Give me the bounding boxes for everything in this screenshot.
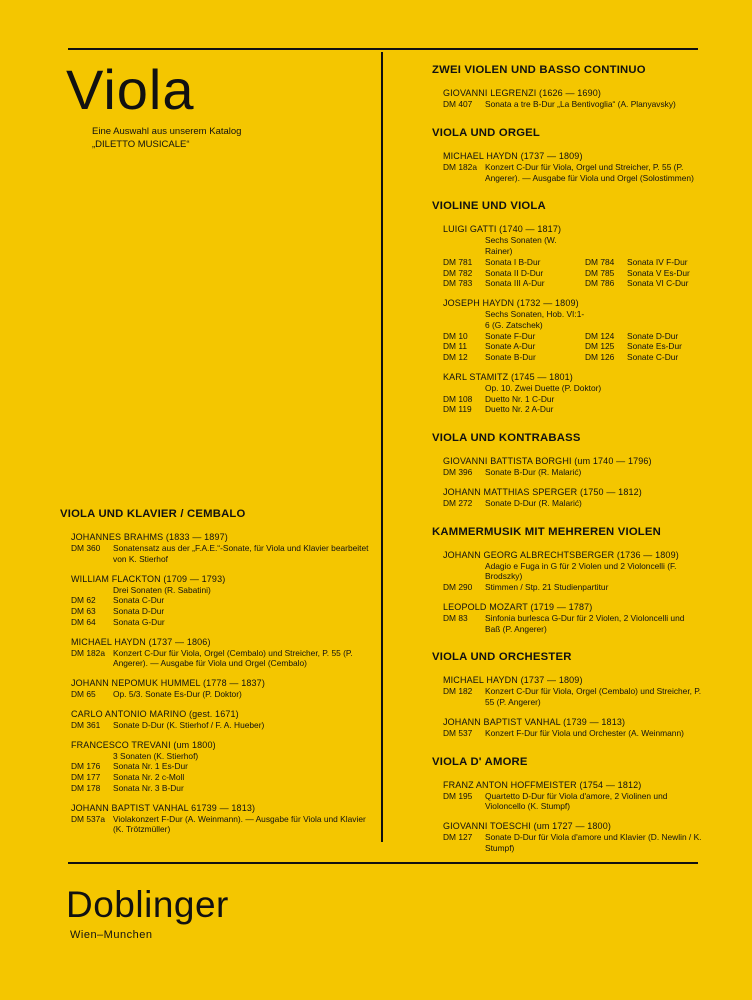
work-code-secondary: DM 125 xyxy=(585,341,615,352)
composer-name: JOHANN BAPTIST VANHAL (1739 — 1813) xyxy=(443,716,626,727)
work-entry xyxy=(432,404,702,415)
work-code: DM 783 xyxy=(443,278,473,289)
section-heading: VIOLA D' AMORE xyxy=(432,755,528,768)
section-heading: VIOLA UND ORCHESTER xyxy=(432,651,572,664)
work-title-secondary: Sonate Es-Dur xyxy=(627,341,682,352)
work-entry xyxy=(432,832,702,854)
composer-name: JOHANNES BRAHMS (1833 — 1897) xyxy=(71,532,228,542)
composer-name: JOHANN NEPOMUK HUMMEL (1778 — 1837) xyxy=(71,678,265,688)
work-code: DM 537a xyxy=(71,813,105,824)
work-title-secondary: Sonata IV F-Dur xyxy=(627,256,688,267)
work-title-secondary: Sonate C-Dur xyxy=(627,352,679,362)
work-entry xyxy=(432,278,702,289)
composer-block xyxy=(432,151,702,184)
work-description: Stimmen / Stp. 21 Studienpartitur xyxy=(485,582,609,592)
composer-block xyxy=(60,740,372,794)
composer-name: LEOPOLD MOZART (1719 — 1787) xyxy=(443,601,593,612)
work-entry xyxy=(60,720,372,731)
work-description xyxy=(485,257,702,268)
work-code: DM 407 xyxy=(443,99,473,109)
work-entry xyxy=(432,341,702,352)
work-description: 3 Sonaten (K. Stierhof) xyxy=(113,750,199,761)
work-code: DM 781 xyxy=(443,256,473,267)
work-entry xyxy=(432,791,702,813)
composer-name: JOHANN MATTHIAS SPERGER (1750 — 1812) xyxy=(443,486,642,497)
composer-block xyxy=(432,487,702,509)
work-entry xyxy=(60,783,372,794)
catalog-section xyxy=(60,508,372,835)
work-description xyxy=(443,235,702,257)
section-heading: VIOLA UND ORGEL xyxy=(432,126,541,139)
catalog-section xyxy=(432,432,702,509)
work-code-secondary xyxy=(585,309,627,331)
right-column xyxy=(432,64,702,854)
composer-name: MICHAEL HAYDN (1737 — 1809) xyxy=(443,150,583,161)
work-entry xyxy=(60,606,372,617)
work-entry xyxy=(432,498,702,509)
composer-name: KARL STAMITZ (1745 — 1801) xyxy=(443,371,573,382)
work-entry xyxy=(432,309,702,331)
work-code: DM 182a xyxy=(443,161,477,172)
work-description: Sonate D-Dur (K. Stierhof / F. A. Hueber) xyxy=(113,719,265,730)
work-code: DM 65 xyxy=(71,689,96,699)
composer-name: LUIGI GATTI (1740 — 1817) xyxy=(443,224,562,235)
bottom-divider xyxy=(68,862,698,864)
work-description: Quartetto D-Dur für Viola d'amore, 2 Violinen und Violoncello (K. Stumpf) xyxy=(485,790,668,812)
work-code: DM 537 xyxy=(443,727,473,738)
work-title-primary: Sonate F-Dur xyxy=(485,330,536,341)
work-code: DM 178 xyxy=(71,782,101,793)
work-code: DM 83 xyxy=(443,612,468,623)
work-entry xyxy=(432,352,702,363)
page-subtitle xyxy=(92,126,342,152)
composer-name: GIOVANNI BATTISTA BORGHI (um 1740 — 1796) xyxy=(443,456,652,466)
composer-name: GIOVANNI TOESCHI (um 1727 — 1800) xyxy=(443,821,612,831)
work-entry xyxy=(60,761,372,772)
work-description: Drei Sonaten (R. Sabatini) xyxy=(113,584,211,595)
work-entry xyxy=(432,331,702,342)
work-title-primary: Sonata II D-Dur xyxy=(485,267,544,278)
work-description: Op. 5/3. Sonate Es-Dur (P. Doktor) xyxy=(113,689,242,699)
work-description: Sinfonia burlesca G-Dur für 2 Violen, 2 Violoncelli und Baß (P. Angerer) xyxy=(485,612,685,634)
work-description xyxy=(485,331,702,342)
work-entry xyxy=(60,595,372,606)
work-description xyxy=(485,278,702,289)
work-entry xyxy=(432,99,702,110)
composer-block xyxy=(60,637,372,670)
composer-name: FRANZ ANTON HOFFMEISTER (1754 — 1812) xyxy=(443,779,642,790)
work-title-primary: Sechs Sonaten (W. Rainer) xyxy=(485,235,557,256)
section-heading: VIOLA UND KLAVIER / CEMBALO xyxy=(60,508,246,520)
composer-block xyxy=(432,780,702,813)
work-entry xyxy=(432,268,702,279)
work-description: Konzert C-Dur für Viola, Orgel (Cembalo) und Streicher, P. 55 (P. Angerer) xyxy=(485,686,702,707)
catalog-section xyxy=(432,64,702,110)
work-entry xyxy=(60,772,372,783)
work-description xyxy=(485,341,702,352)
composer-name: GIOVANNI LEGRENZI (1626 — 1690) xyxy=(443,88,602,98)
work-entry xyxy=(432,162,702,184)
work-description: Duetto Nr. 1 C-Dur xyxy=(485,393,555,404)
work-code-secondary: DM 786 xyxy=(585,278,615,289)
work-code-secondary: DM 124 xyxy=(585,330,615,341)
work-description: Sonata C-Dur xyxy=(113,595,165,606)
composer-name: CARLO ANTONIO MARINO (gest. 1671) xyxy=(71,708,239,719)
work-code: DM 782 xyxy=(443,267,473,278)
composer-block xyxy=(60,803,372,836)
composer-block xyxy=(432,550,702,593)
work-description: Konzert C-Dur für Viola, Orgel (Cembalo) und Streicher, P. 55 (P. Angerer). — Ausgabe für Viola und Orgel (Cembalo) xyxy=(113,647,353,669)
work-description: Konzert C-Dur für Viola, Orgel und Streicher, P. 55 (P. Angerer). — Ausgabe für Viola und Orgel (Solostimmen) xyxy=(485,161,694,183)
work-description: Sonate B-Dur (R. Malarić) xyxy=(485,467,582,477)
work-title-primary: Sonata I B-Dur xyxy=(485,256,541,267)
work-code: DM 182a xyxy=(71,647,105,658)
work-code: DM 10 xyxy=(443,330,468,341)
work-description: Sonata a tre B-Dur „La Bentivoglia“ (A. Planyavsky) xyxy=(485,99,676,109)
publisher-cities: Wien–Munchen xyxy=(70,929,153,941)
section-heading: VIOLINE UND VIOLA xyxy=(432,200,546,213)
work-code: DM 176 xyxy=(71,761,101,772)
work-entry xyxy=(432,728,702,739)
work-code: DM 108 xyxy=(443,393,473,404)
composer-name: JOSEPH HAYDN (1732 — 1809) xyxy=(443,298,579,308)
work-entry xyxy=(432,613,702,635)
work-code: DM 195 xyxy=(443,790,473,801)
work-entry xyxy=(60,617,372,628)
work-entry xyxy=(432,383,702,394)
work-entry xyxy=(60,585,372,596)
work-entry xyxy=(60,648,372,670)
work-description: Adagio e Fuga in G für 2 Violen und 2 Violoncelli (F. Brodszky) xyxy=(485,560,677,582)
section-heading: ZWEI VIOLEN UND BASSO CONTINUO xyxy=(432,64,646,76)
work-entry xyxy=(60,751,372,762)
work-code: DM 12 xyxy=(443,352,468,362)
composer-block xyxy=(432,224,702,289)
work-description: Sonata Nr. 1 Es-Dur xyxy=(113,761,188,772)
work-title-secondary: Sonata VI C-Dur xyxy=(627,278,689,289)
work-code: DM 360 xyxy=(71,543,101,553)
section-heading: VIOLA UND KONTRABASS xyxy=(432,432,581,444)
work-description xyxy=(443,309,702,331)
work-description xyxy=(485,352,702,363)
composer-block xyxy=(60,709,372,731)
work-description: Sonate D-Dur (R. Malarić) xyxy=(485,497,582,508)
work-code: DM 127 xyxy=(443,832,473,842)
composer-name: FRANCESCO TREVANI (um 1800) xyxy=(71,739,216,750)
composer-block xyxy=(432,372,702,415)
composer-block xyxy=(432,821,702,854)
work-description: Sonata Nr. 2 c-Moll xyxy=(113,772,185,782)
work-code: DM 396 xyxy=(443,467,473,477)
work-code-secondary: DM 785 xyxy=(585,267,615,278)
composer-block xyxy=(432,717,702,739)
work-description: Sonata D-Dur xyxy=(113,606,165,616)
work-entry xyxy=(432,394,702,405)
work-description: Op. 10. Zwei Duette (P. Doktor) xyxy=(485,382,602,393)
publisher-logo: Doblinger xyxy=(66,884,229,925)
subtitle-line-2: „DILETTO MUSICALE“ xyxy=(92,138,190,150)
composer-block xyxy=(432,675,702,708)
work-entry xyxy=(432,467,702,478)
composer-block xyxy=(60,532,372,565)
work-code-secondary xyxy=(585,235,627,257)
composer-name: WILLIAM FLACKTON (1709 — 1793) xyxy=(71,573,226,584)
work-description: Sonate D-Dur für Viola d'amore und Klavier (D. Newlin / K. Stumpf) xyxy=(485,832,702,853)
work-entry xyxy=(432,561,702,583)
composer-name: JOHANN GEORG ALBRECHTSBERGER (1736 — 1809) xyxy=(443,549,679,560)
work-code: DM 64 xyxy=(71,616,96,627)
work-code: DM 182 xyxy=(443,686,473,697)
work-entry xyxy=(432,257,702,268)
work-entry xyxy=(432,686,702,708)
catalog-section xyxy=(432,526,702,635)
left-column xyxy=(60,508,372,835)
catalog-section xyxy=(432,651,702,738)
work-description: Duetto Nr. 2 A-Dur xyxy=(485,404,554,415)
top-divider xyxy=(68,48,698,50)
composer-name: MICHAEL HAYDN (1737 — 1806) xyxy=(71,636,211,647)
work-title-secondary: Sonata V Es-Dur xyxy=(627,267,690,278)
work-entry xyxy=(60,689,372,700)
work-entry xyxy=(60,543,372,565)
work-code-secondary: DM 126 xyxy=(585,352,615,362)
catalog-section xyxy=(432,200,702,415)
work-entry xyxy=(60,814,372,836)
work-code: DM 119 xyxy=(443,404,472,415)
work-description: Sonata G-Dur xyxy=(113,616,165,627)
work-code: DM 361 xyxy=(71,719,101,730)
column-divider xyxy=(381,52,383,842)
work-title-primary: Sonata III A-Dur xyxy=(485,278,545,289)
work-entry xyxy=(432,235,702,257)
composer-block xyxy=(432,456,702,478)
work-code: DM 62 xyxy=(71,595,96,606)
composer-block xyxy=(432,88,702,110)
work-entry xyxy=(432,582,702,593)
composer-block xyxy=(60,678,372,700)
composer-block xyxy=(60,574,372,628)
composer-block xyxy=(432,298,702,363)
work-description xyxy=(485,268,702,279)
work-code: DM 63 xyxy=(71,606,96,616)
work-code: DM 290 xyxy=(443,582,473,592)
work-code-secondary: DM 784 xyxy=(585,256,615,267)
work-description: Konzert F-Dur für Viola und Orchester (A. Weinmann) xyxy=(485,727,684,738)
work-description: Sonatensatz aus der „F.A.E.“-Sonate, für Viola und Klavier bearbeitet von K. Stierhof xyxy=(113,543,369,564)
section-heading: KAMMERMUSIK MIT MEHREREN VIOLEN xyxy=(432,525,661,538)
work-description: Sonata Nr. 3 B-Dur xyxy=(113,782,184,793)
work-code: DM 11 xyxy=(443,341,468,352)
work-title-primary: Sonate A-Dur xyxy=(485,341,536,352)
composer-block xyxy=(432,602,702,635)
composer-name: MICHAEL HAYDN (1737 — 1809) xyxy=(443,675,583,686)
work-description: Violakonzert F-Dur (A. Weinmann). — Ausgabe für Viola und Klavier (K. Trötzmüller) xyxy=(113,813,366,835)
work-title-primary: Sechs Sonaten, Hob. VI:1-6 (G. Zatschek) xyxy=(485,309,585,330)
catalog-section xyxy=(432,756,702,854)
work-code: DM 272 xyxy=(443,497,473,508)
work-code: DM 177 xyxy=(71,772,101,782)
catalog-section xyxy=(432,127,702,184)
work-title-secondary: Sonate D-Dur xyxy=(627,330,679,341)
work-title-primary: Sonate B-Dur xyxy=(485,352,536,362)
page-title: Viola xyxy=(66,58,195,121)
subtitle-line-1: Eine Auswahl aus unserem Katalog xyxy=(92,126,242,137)
composer-name: JOHANN BAPTIST VANHAL 61739 — 1813) xyxy=(71,802,256,813)
